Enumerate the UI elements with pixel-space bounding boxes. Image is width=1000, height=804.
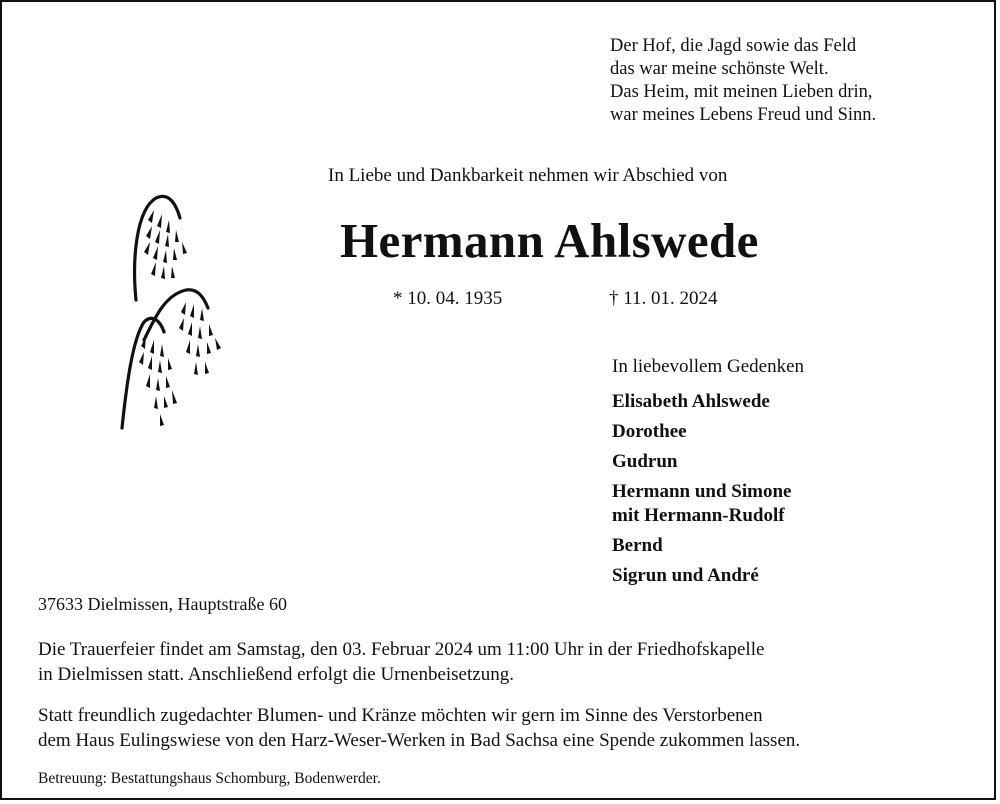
mourner-entry: [612, 420, 791, 444]
mourner-entry: [612, 480, 791, 528]
service-line: in Dielmissen statt. Anschließend erfolgt die Urnenbeisetzung.: [38, 664, 514, 685]
wheat-ears-icon: [114, 190, 244, 445]
poem: [610, 35, 876, 127]
mourner-name: mit Hermann-Rudolf: [612, 505, 785, 526]
address: 37633 Dielmissen, Hauptstraße 60: [38, 594, 287, 614]
mourner-name: Dorothee: [612, 421, 687, 442]
donation-line: Statt freundlich zugedachter Blumen- und Kränze möchten wir gern im Sinne des Verstorbenen: [38, 705, 763, 726]
poem-line: das war meine schönste Welt.: [610, 59, 829, 79]
mourner-name: Gudrun: [612, 451, 678, 472]
poem-line: war meines Lebens Freud und Sinn.: [610, 105, 877, 125]
service-line: Die Trauerfeier findet am Samstag, den 03. Februar 2024 um 11:00 Uhr in der Friedhofskapelle: [38, 639, 765, 660]
mourner-name: Bernd: [612, 535, 663, 556]
death-date: † 11. 01. 2024: [609, 288, 718, 309]
funeral-home-footer: Betreuung: Bestattungshaus Schomburg, Bodenwerder.: [38, 770, 381, 787]
mourner-entry: [612, 450, 791, 474]
mourner-entry: [612, 534, 791, 558]
mourner-entry: [612, 564, 791, 588]
poem-line: Der Hof, die Jagd sowie das Feld: [610, 36, 857, 56]
deceased-name: Hermann Ahlswede: [340, 213, 759, 268]
donation-line: dem Haus Eulingswiese von den Harz-Weser-Werken in Bad Sachsa eine Spende zukommen lassen.: [38, 730, 801, 751]
mourner-entry: [612, 390, 791, 414]
birth-date: * 10. 04. 1935: [393, 288, 503, 309]
intro-line: In Liebe und Dankbarkeit nehmen wir Abschied von: [328, 165, 728, 186]
mourner-name: Elisabeth Ahlswede: [612, 391, 770, 412]
donation-paragraph: [38, 703, 968, 753]
poem-line: Das Heim, mit meinen Lieben drin,: [610, 82, 873, 102]
mourners-list: [612, 390, 791, 594]
service-paragraph: [38, 637, 968, 687]
mourner-name: Hermann und Simone: [612, 481, 792, 502]
mourner-name: Sigrun und André: [612, 565, 759, 586]
memory-label: In liebevollem Gedenken: [612, 356, 805, 377]
